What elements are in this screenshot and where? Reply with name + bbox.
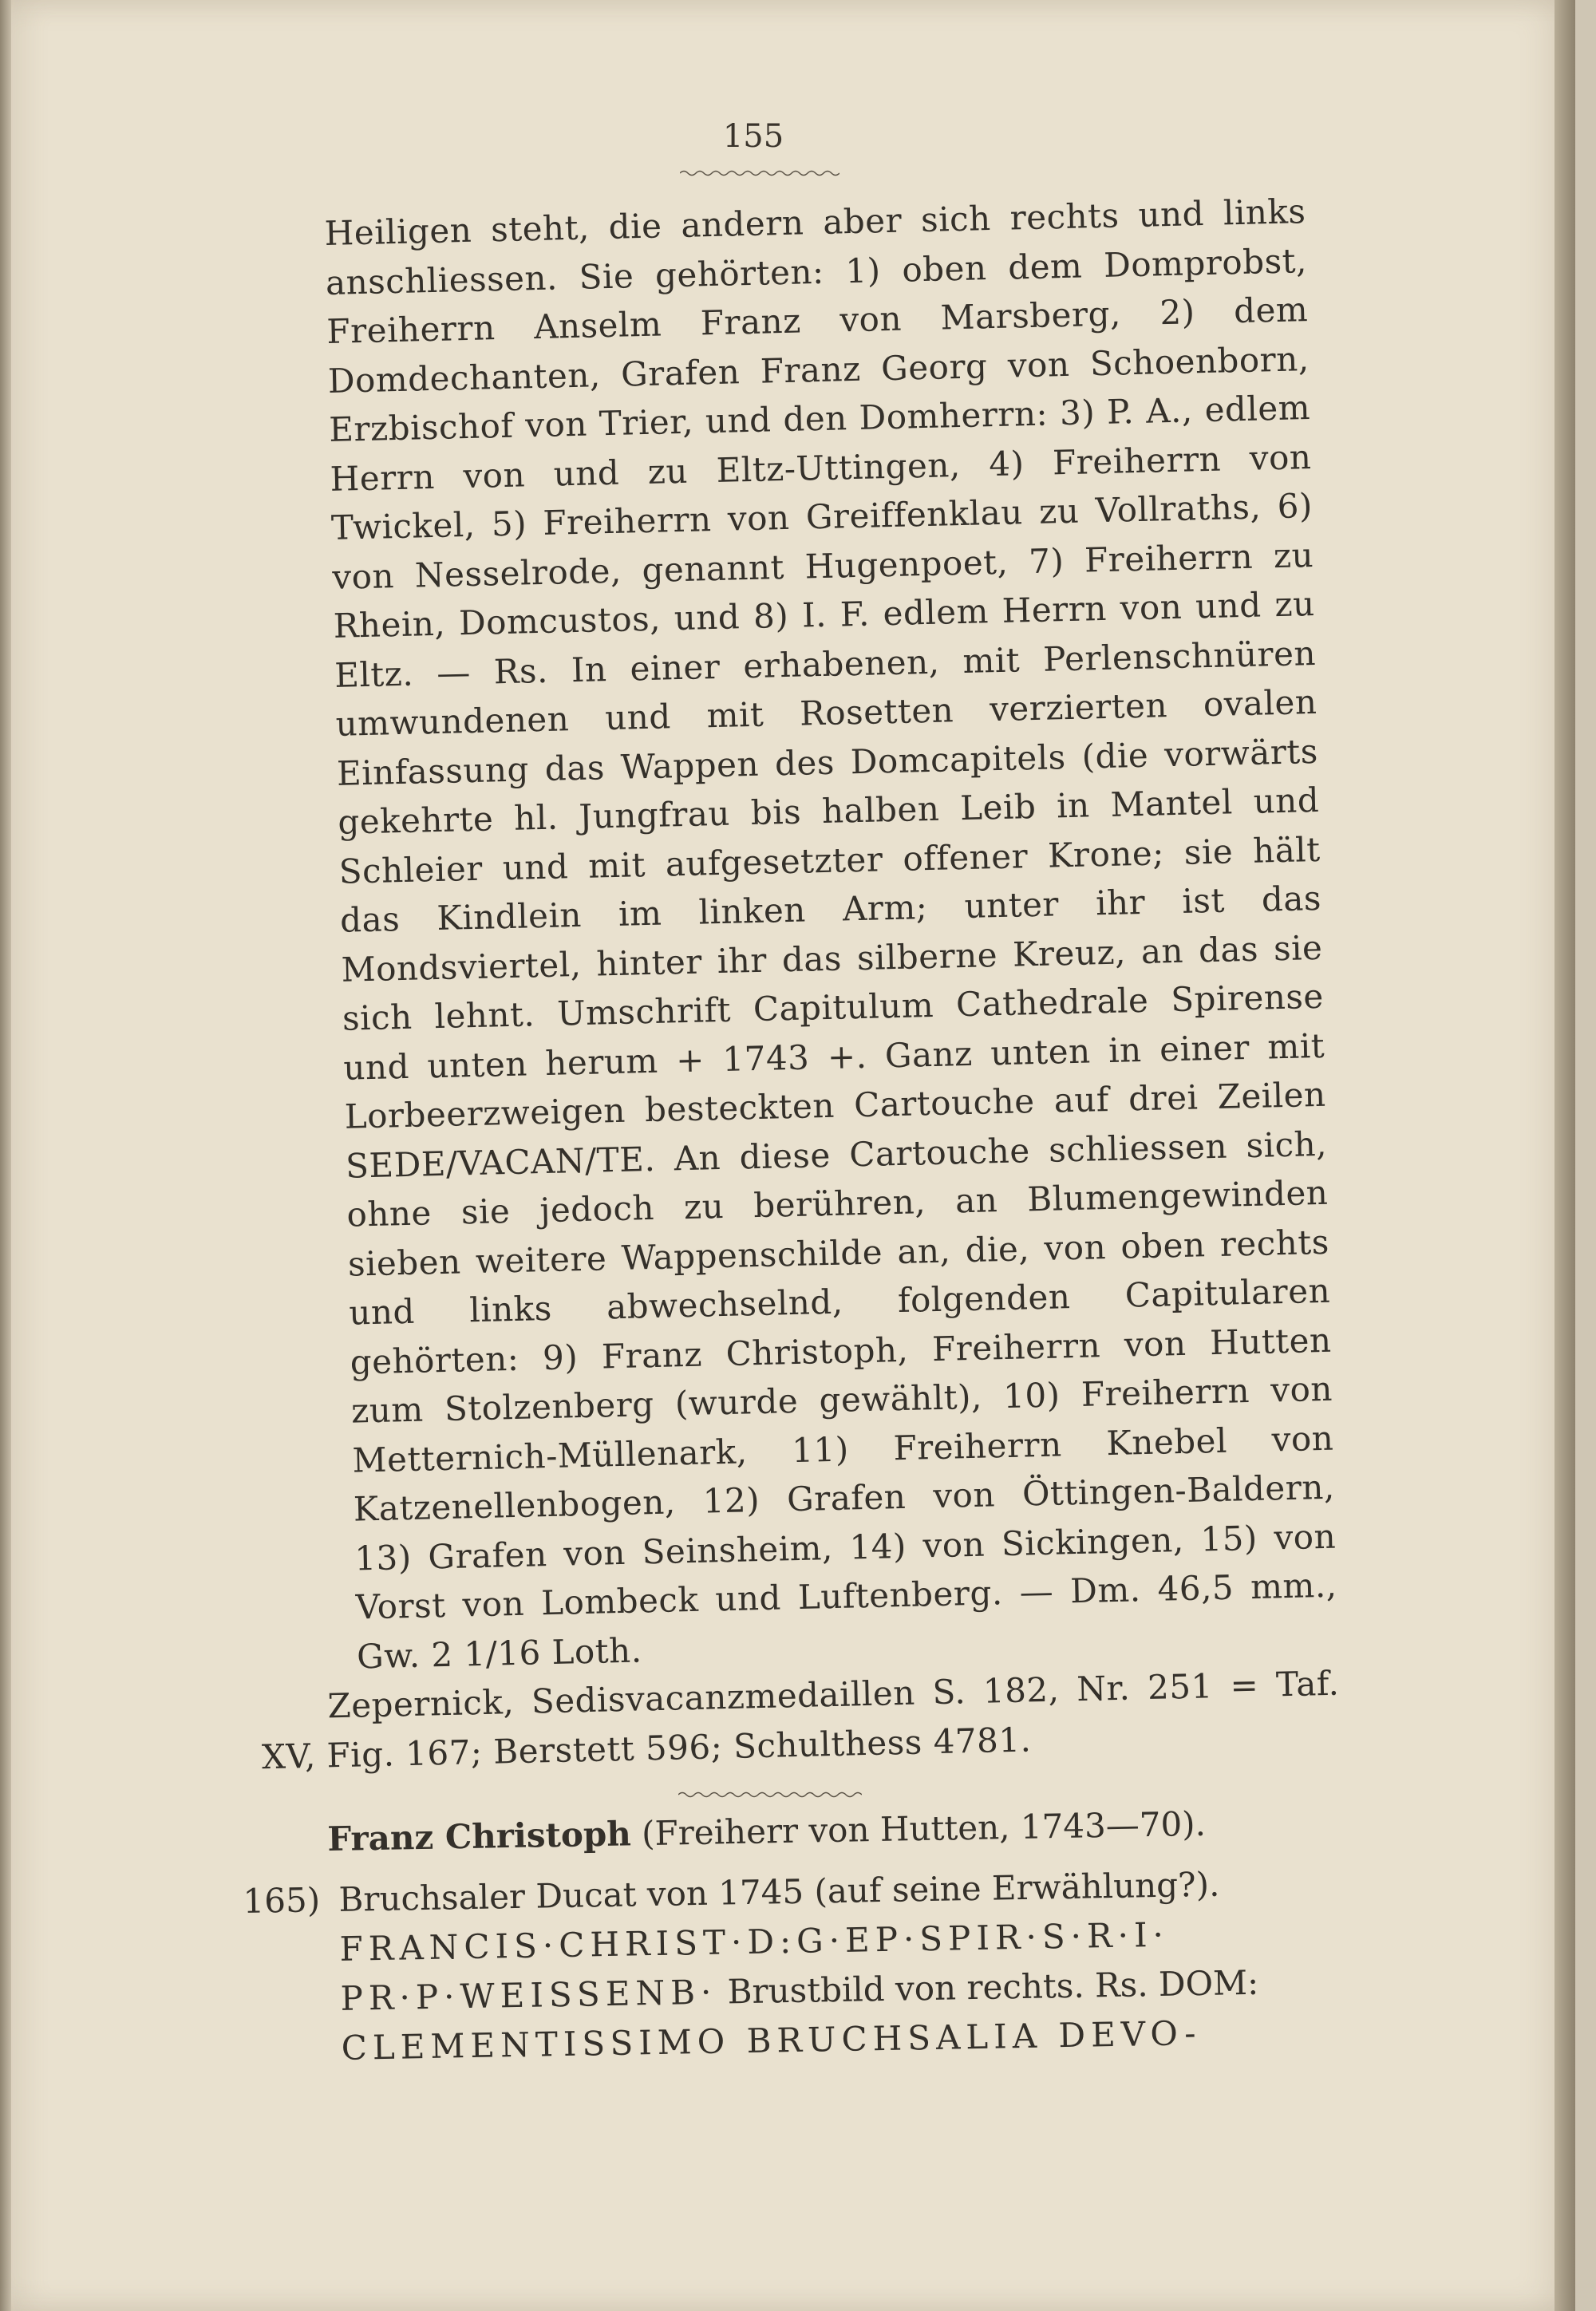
heading-subtitle: (Freiherr von Hutten, 1743—70). — [630, 1803, 1207, 1854]
entry-line-4: CLEMENTISSIMO BRUCHSALIA DEVO- — [341, 2013, 1202, 2068]
entry-line-3-text: Brustbild von rechts. Rs. DOM: — [716, 1962, 1259, 2012]
page-edge — [1555, 0, 1575, 2311]
book-page — [11, 0, 1575, 2311]
description-paragraph: Heiligen steht, die andern aber sich rechts und links anschliessen. Sie gehörten: 1) oben dem Domprobst, Freiherrn Anselm Franz von Marsberg, 2) dem Domdechanten, Grafen Franz Georg von Schoenborn, Erzbischof von Trier, und den Domherrn: 3) P. A., edlem Herrn von und zu Eltz-Uttingen, 4) Freiherrn von Twickel, 5) Freiherrn von Greiffenklau zu Vollraths, 6) von Nesselrode, genannt Hugenpoet, 7) Freiherrn zu Rhein, Domcustos, und 8) I. F. edlem Herrn von und zu Eltz. — Rs. In einer erhabenen, mit Perlenschnüren umwundenen und mit Rosetten verzierten ovalen Einfassung das Wappen des Domcapitels (die vorwärts gekehrte hl. Jungfrau bis halben Leib in Mantel und Schleier und mit aufgesetzter offener Krone; sie hält das Kindlein im linken Arm; unter ihr ist das Mondsviertel, hinter ihr das silberne Kreuz, an das sie sich lehnt. Umschrift Capitulum Cathedrale Spirense und unten herum + 1743 +. Ganz unten in einer mit Lorbeerzweigen besteckten Cartouche auf drei Zeilen SEDE/VACAN/TE. An diese Cartouche schliessen sich, ohne sie jedoch zu berühren, an Blumengewinden sieben weitere Wappenschilde an, die, von oben rechts und links abwechselnd, folgenden Capitularen gehörten: 9) Franz Christoph, Freiherrn von Hutten zum Stolzenberg (wurde gewählt), 10) Freiherrn von Metternich-Müllenark, 11) Freiherrn Knebel von Katzenellenbogen, 12) Grafen von Öttingen-Baldern, 13) Grafen von Seinsheim, 14) von Sickingen, 15) von Vorst von Lombeck und Luftenberg. — Dm. 46,5 mm., Gw. 2 1/16 Loth. — [324, 192, 1337, 1677]
catalog-entry — [243, 1858, 1331, 2075]
entry-line-3-legend: PR·P·WEISSENB· — [340, 1972, 717, 2018]
header-ornament — [680, 169, 839, 177]
page-binding-shadow — [0, 0, 11, 2311]
page-number: 155 — [722, 118, 784, 155]
heading-name: Franz Christoph — [327, 1814, 632, 1859]
reference-paragraph: Zepernick, Sedisvacanzmedaillen S. 182, Nr. 251 = Taf. XV, Fig. 167; Berstett 596; Schulthess 4781. — [261, 1663, 1340, 1776]
entry-line-1: Bruchsaler Ducat von 1745 (auf seine Erwählung?). — [338, 1864, 1220, 1919]
entry-line-2: FRANCIS·CHRIST·D:G·EP·SPIR·S·R·I· — [339, 1914, 1170, 1969]
entry-number: 165) — [243, 1880, 321, 1921]
section-divider-ornament — [678, 1791, 862, 1799]
main-text-block — [261, 187, 1341, 1779]
section-heading — [327, 1802, 1317, 1859]
